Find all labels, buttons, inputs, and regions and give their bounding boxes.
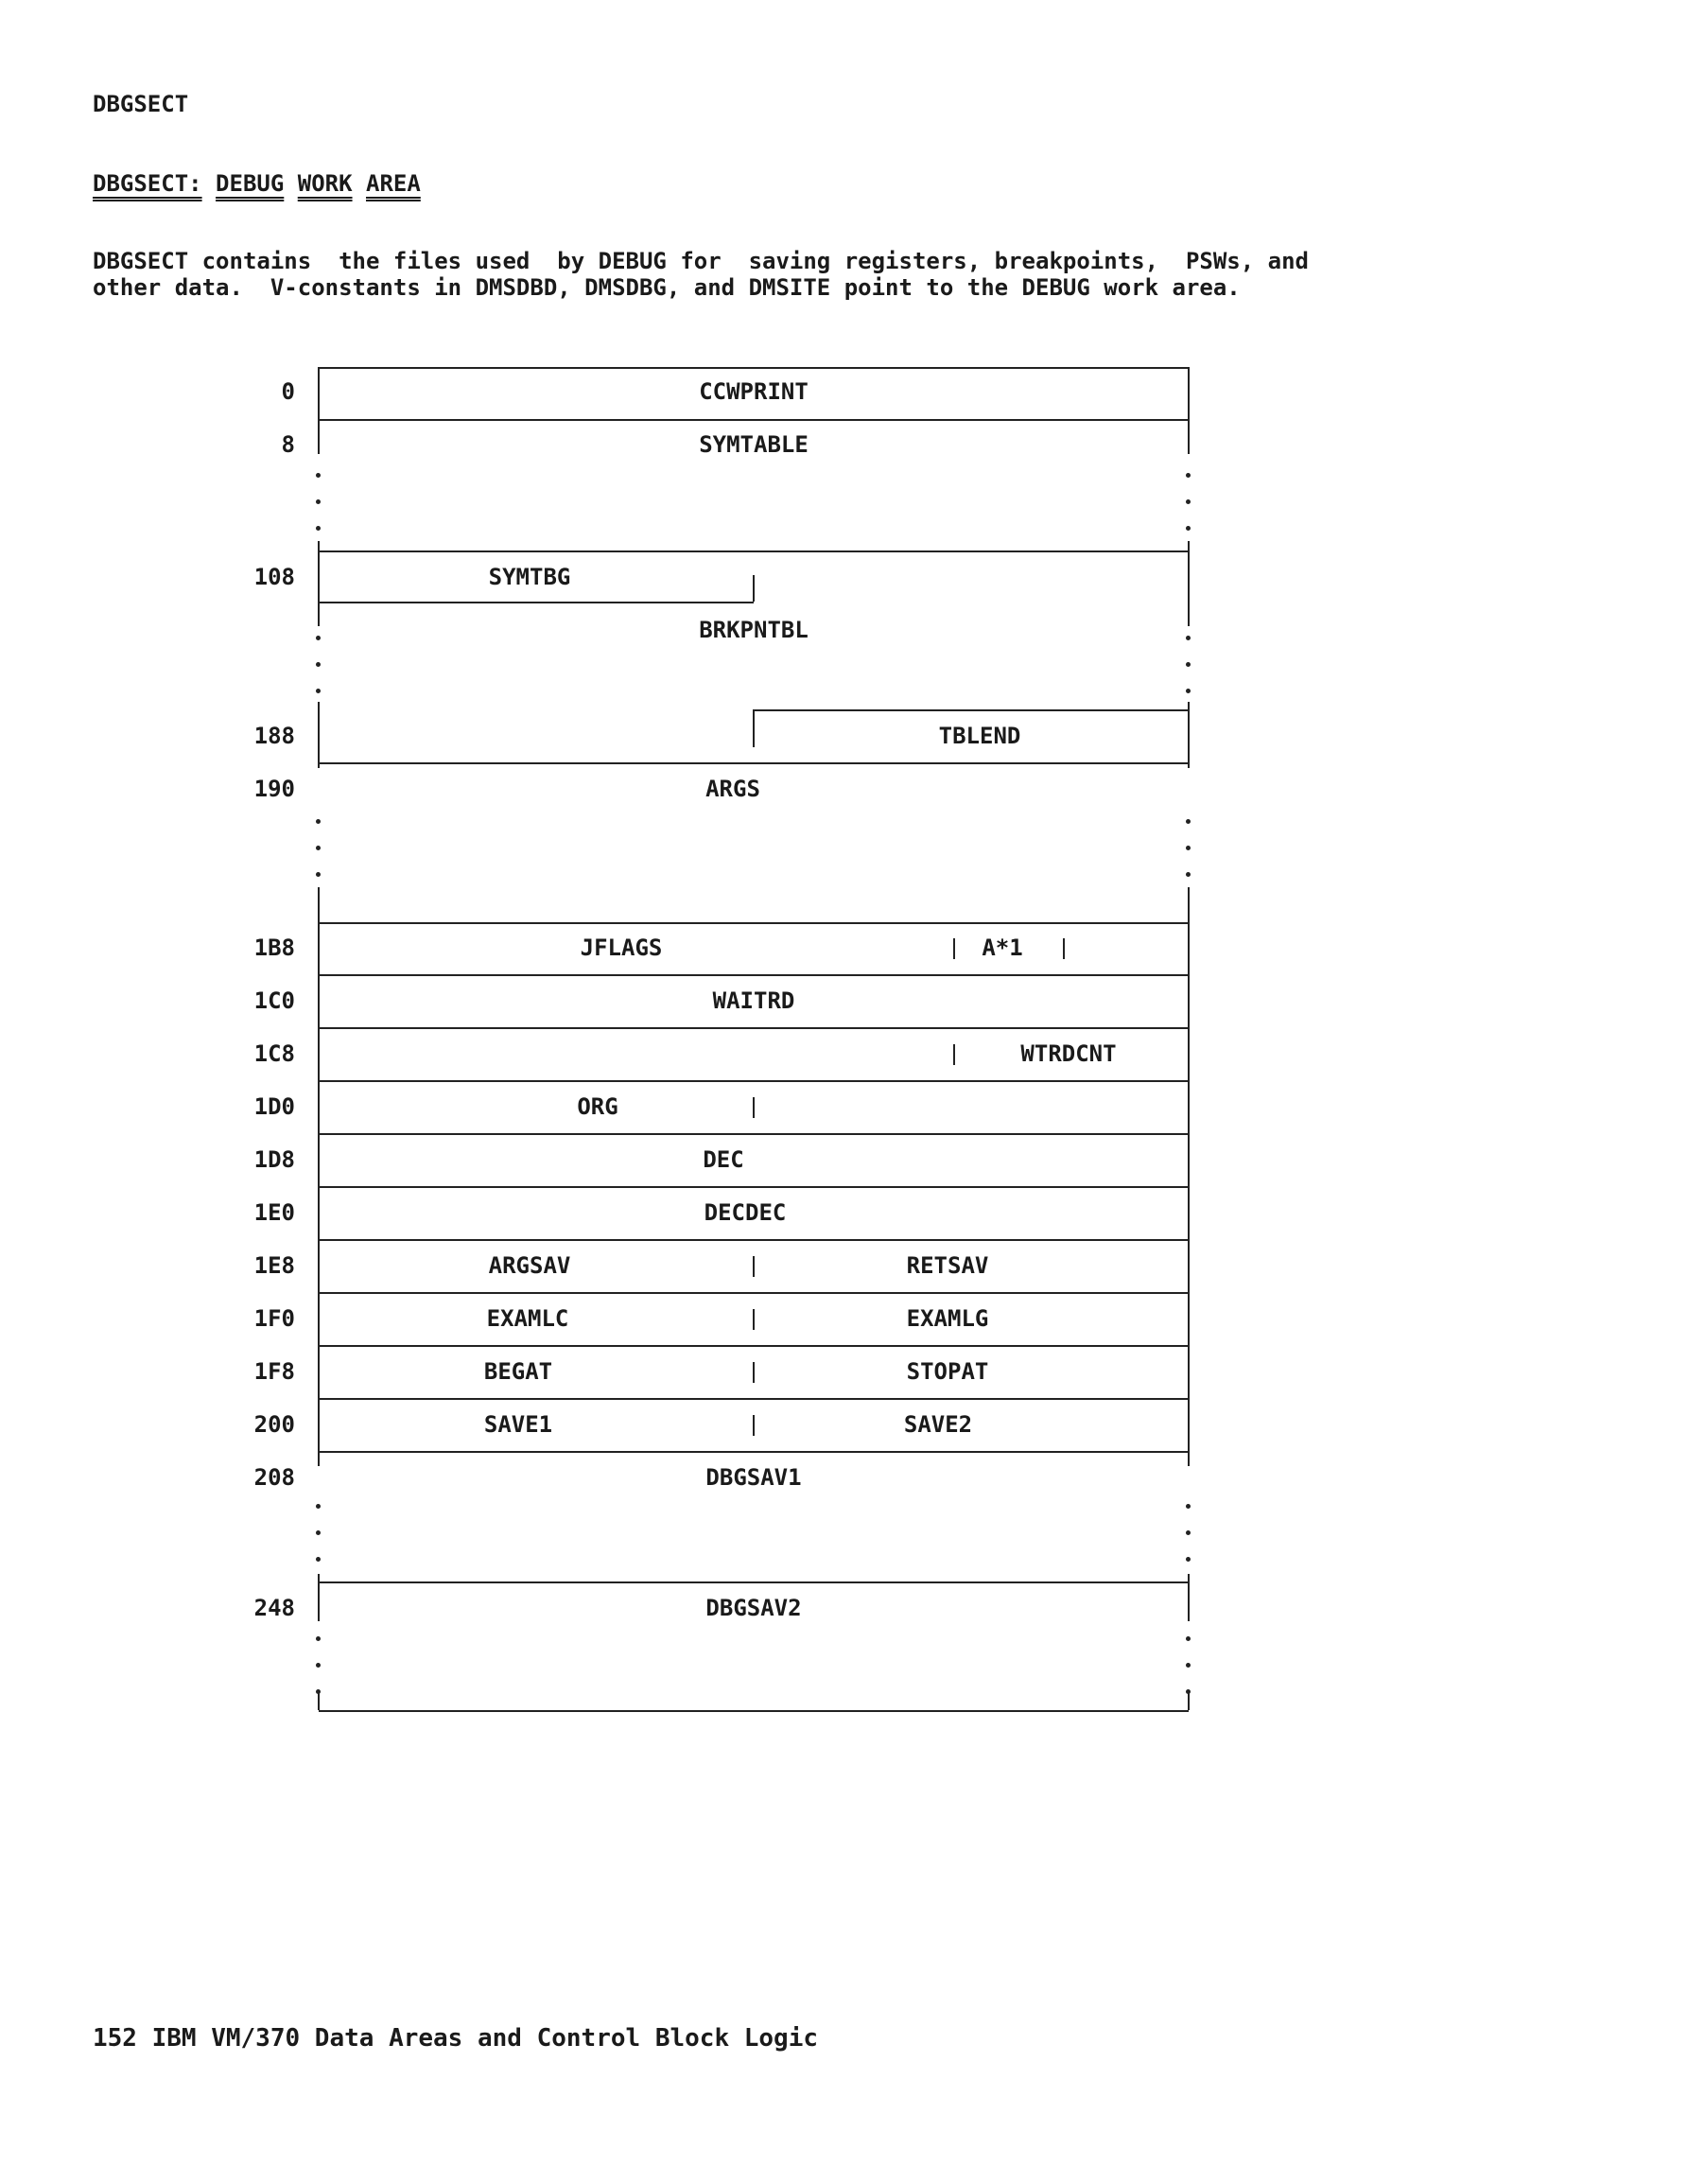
field-symtable: SYMTABLE <box>699 431 809 458</box>
symtbg-divider <box>319 602 754 603</box>
left-border-seg <box>318 917 320 1466</box>
offset-label: 108 <box>253 564 295 590</box>
offset-label: 1F0 <box>253 1305 295 1332</box>
running-head: DBGSECT <box>93 91 189 117</box>
wtrdcnt-sep <box>953 1044 955 1065</box>
field-dbgsav2: DBGSAV2 <box>705 1595 802 1621</box>
symtbg-end <box>753 575 755 602</box>
offset-label: 248 <box>253 1595 295 1621</box>
field-org: ORG <box>577 1093 618 1120</box>
row-divider <box>319 1345 1189 1347</box>
continuation-dot <box>316 662 321 667</box>
continuation-dot <box>316 1504 321 1509</box>
offset-label: 190 <box>253 776 295 802</box>
row-divider <box>319 922 1189 924</box>
row-divider <box>319 1398 1189 1400</box>
right-border-seg <box>1188 1693 1190 1710</box>
row-divider <box>319 419 1189 421</box>
org-sep <box>753 1097 755 1118</box>
page-footer: 152 IBM VM/370 Data Areas and Control Block Logic <box>93 2024 819 2053</box>
continuation-dot <box>1186 1636 1191 1641</box>
continuation-dot <box>316 473 321 478</box>
row-divider <box>319 1581 1189 1583</box>
field-wtrdcnt: WTRDCNT <box>1020 1040 1117 1067</box>
row-divider <box>319 1239 1189 1241</box>
continuation-dot <box>1186 689 1191 693</box>
field-dbgsav1: DBGSAV1 <box>705 1464 802 1491</box>
continuation-dot <box>1186 1530 1191 1535</box>
section-title-word-work: WORK <box>297 170 353 197</box>
row-divider <box>319 1080 1189 1082</box>
field-decdec: DECDEC <box>704 1199 787 1226</box>
offset-label: 1E0 <box>253 1199 295 1226</box>
right-border-seg <box>1188 702 1190 768</box>
diagram-bottom-border <box>319 1710 1189 1712</box>
right-border-seg <box>1188 541 1190 626</box>
row-divider <box>319 1027 1189 1029</box>
a1-sep-right <box>1063 938 1065 959</box>
field-save2: SAVE2 <box>903 1411 973 1438</box>
continuation-dot <box>1186 499 1191 504</box>
continuation-dot <box>316 1689 321 1694</box>
left-border-seg <box>318 702 320 768</box>
offset-label: 200 <box>253 1411 295 1438</box>
continuation-dot <box>316 1530 321 1535</box>
continuation-dot <box>1186 636 1191 640</box>
tblend-start <box>753 709 755 747</box>
field-brkpntbl: BRKPNTBL <box>699 617 809 643</box>
row-divider <box>319 1133 1189 1135</box>
section-title-name: DBGSECT: <box>93 170 202 197</box>
field-retsav: RETSAV <box>906 1252 989 1279</box>
section-title <box>93 170 421 197</box>
field-args: ARGS <box>705 776 760 802</box>
offset-label: 1D8 <box>253 1146 295 1173</box>
field-tblend: TBLEND <box>938 723 1021 749</box>
row-divider <box>319 550 1189 552</box>
field-begat: BEGAT <box>483 1358 553 1385</box>
continuation-dot <box>316 636 321 640</box>
tblend-top <box>754 709 1189 711</box>
offset-label: 8 <box>281 431 295 458</box>
offset-label: 1C8 <box>253 1040 295 1067</box>
row-divider <box>319 1451 1189 1453</box>
field-examlg: EXAMLG <box>906 1305 989 1332</box>
continuation-dot <box>1186 662 1191 667</box>
offset-label: 1F8 <box>253 1358 295 1385</box>
field-ccwprint: CCWPRINT <box>699 378 809 405</box>
left-border-seg <box>318 367 320 454</box>
section-title-word-area: AREA <box>366 170 421 197</box>
row-divider <box>319 762 1189 764</box>
field-jflags: JFLAGS <box>580 935 663 961</box>
continuation-dot <box>1186 526 1191 531</box>
continuation-dot <box>1186 872 1191 877</box>
field-save1: SAVE1 <box>483 1411 553 1438</box>
field-dec: DEC <box>703 1146 744 1173</box>
continuation-dot <box>316 872 321 877</box>
field-examlc: EXAMLC <box>486 1305 569 1332</box>
half-sep <box>753 1256 755 1277</box>
continuation-dot <box>316 1663 321 1668</box>
continuation-dot <box>316 819 321 824</box>
continuation-dot <box>316 499 321 504</box>
field-waitrd: WAITRD <box>712 987 795 1014</box>
half-sep <box>753 1415 755 1436</box>
continuation-dot <box>1186 1557 1191 1562</box>
continuation-dot <box>1186 1504 1191 1509</box>
field-symtbg: SYMTBG <box>488 564 571 590</box>
right-border-seg <box>1188 917 1190 1466</box>
continuation-dot <box>1186 1663 1191 1668</box>
offset-label: 1C0 <box>253 987 295 1014</box>
left-border-seg <box>318 1693 320 1710</box>
section-title-word-debug: DEBUG <box>216 170 285 197</box>
offset-label: 1D0 <box>253 1093 295 1120</box>
left-border-seg <box>318 541 320 626</box>
offset-label: 0 <box>281 378 295 405</box>
field-stopat: STOPAT <box>906 1358 989 1385</box>
continuation-dot <box>316 1636 321 1641</box>
continuation-dot <box>1186 819 1191 824</box>
row-divider <box>319 1186 1189 1188</box>
continuation-dot <box>1186 1689 1191 1694</box>
continuation-dot <box>1186 846 1191 850</box>
field-argsav: ARGSAV <box>488 1252 571 1279</box>
description-line-1: DBGSECT contains the files used by DEBUG for saving registers, breakpoints, PSWs, and <box>93 248 1309 274</box>
half-sep <box>753 1309 755 1330</box>
offset-label: 188 <box>253 723 295 749</box>
right-border-seg <box>1188 367 1190 454</box>
row-divider <box>319 1292 1189 1294</box>
a1-sep-left <box>953 938 955 959</box>
offset-label: 1B8 <box>253 935 295 961</box>
continuation-dot <box>316 1557 321 1562</box>
row-divider <box>319 974 1189 976</box>
continuation-dot <box>316 846 321 850</box>
half-sep <box>753 1362 755 1383</box>
offset-label: 1E8 <box>253 1252 295 1279</box>
continuation-dot <box>316 526 321 531</box>
continuation-dot <box>316 689 321 693</box>
continuation-dot <box>1186 473 1191 478</box>
field-a1: A*1 <box>982 935 1023 961</box>
diagram-top-border <box>319 367 1189 369</box>
description-line-2: other data. V-constants in DMSDBD, DMSDBG, and DMSITE point to the DEBUG work area. <box>93 274 1241 301</box>
offset-label: 208 <box>253 1464 295 1491</box>
